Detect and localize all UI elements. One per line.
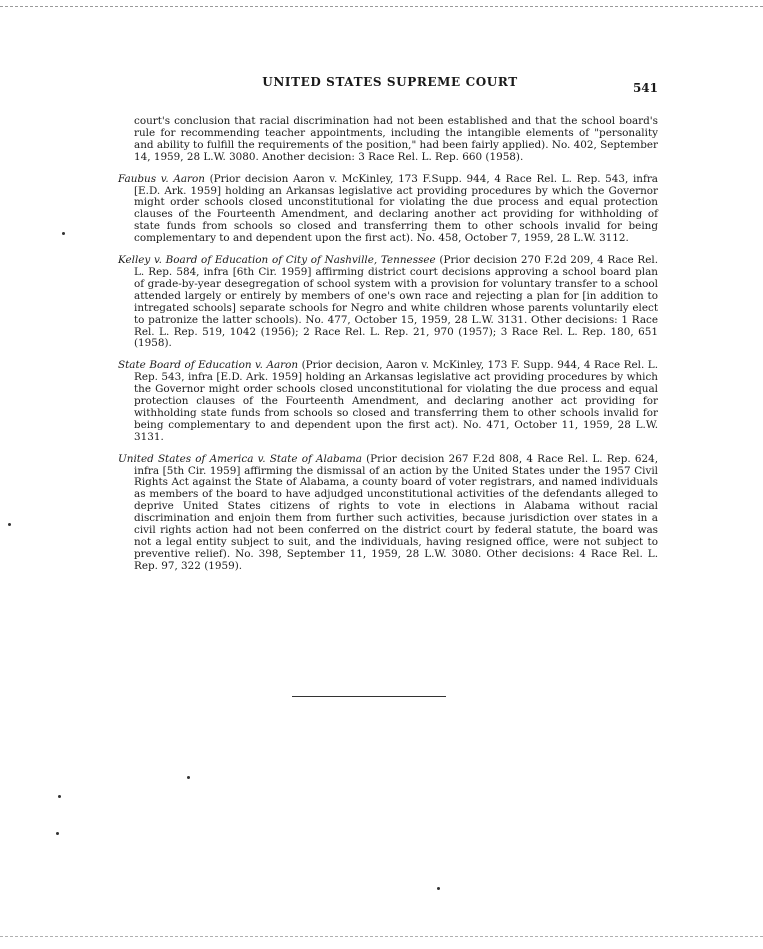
page-header	[120, 75, 660, 95]
scan-speck	[62, 232, 65, 235]
scan-top-edge	[0, 6, 763, 7]
scan-speck	[8, 523, 11, 526]
case-name: Faubus v. Aaron	[118, 172, 205, 185]
continued-paragraph	[118, 116, 658, 164]
page-body	[118, 116, 658, 583]
scan-speck	[437, 887, 440, 890]
case-description: (Prior decision, Aaron v. McKinley, 173 F. Supp. 944, 4 Race Rel. L. Rep. 543, infra [E.D. Ark. 1959] holding an Arkansas legislative act providing procedures by which the Governor might order schools closed unconstitutional for violating the due process and equal protection clauses of the Fourteenth Amendment, and declaring another act providing for withholding state funds from schools so closed and transferring them to other schools invalid for being complementary to and dependent upon the first act). No. 471, October 11, 1959, 28 L.W. 3131.	[134, 359, 658, 443]
section-divider	[292, 696, 446, 697]
case-entry-state-board	[118, 360, 658, 443]
case-name: Kelley v. Board of Education of City of Nashville, Tennessee	[118, 254, 436, 267]
running-head: UNITED STATES SUPREME COURT	[262, 75, 518, 89]
case-entry-faubus	[118, 174, 658, 245]
scan-bottom-edge	[0, 936, 763, 937]
page-number: 541	[632, 81, 658, 95]
scan-speck	[58, 795, 61, 798]
case-entry-kelley	[118, 255, 658, 350]
paragraph-text: court's conclusion that racial discrimination had not been established and that the school board's rule for recommending teacher appointments, including the intangible elements of "personality and ability to fulfill the requirements of the position," had been fairly applied). No. 402, September 14, 1959, 28 L.W. 3080. Another decision: 3 Race Rel. L. Rep. 660 (1958).	[134, 115, 658, 163]
case-name: State Board of Education v. Aaron	[118, 359, 299, 372]
case-description: (Prior decision 270 F.2d 209, 4 Race Rel. L. Rep. 584, infra [6th Cir. 1959] affirming district court decisions approving a school board plan of grade-by-year desegregation of school system with a provision for voluntary transfer to a school attended largely or entirely by members of one's own race and rejecting a plan for [in addition to intregated schools] separate schools for Negro and white children whose parents voluntarily elect to patronize the latter schools). No. 477, October 15, 1959, 28 L.W. 3131. Other decisions: 1 Race Rel. L. Rep. 519, 1042 (1956); 2 Race Rel. L. Rep. 21, 970 (1957); 3 Race Rel. L. Rep. 180, 651 (1958).	[134, 254, 658, 350]
case-description: (Prior decision Aaron v. McKinley, 173 F.Supp. 944, 4 Race Rel. L. Rep. 543, infra [E.D. Ark. 1959] holding an Arkansas legislative act providing procedures by which the Governor might order schools closed unconstitutional for violating the due process and equal protection clauses of the Fourteenth Amendment, and declaring another act providing for withholding of state funds from schools so closed and transferring them to other schools invalid for being complementary to and dependent upon the first act). No. 458, October 7, 1959, 28 L.W. 3112.	[134, 172, 659, 245]
case-name: United States of America v. State of Alabama	[118, 452, 362, 465]
scan-speck	[56, 832, 59, 835]
case-entry-united-states	[118, 454, 658, 573]
case-description: (Prior decision 267 F.2d 808, 4 Race Rel. L. Rep. 624, infra [5th Cir. 1959] affirming the dismissal of an action by the United States under the 1957 Civil Rights Act against the State of Alabama, a county board of voter registrars, and named individuals as members of the board to have adjudged unconstitutional activities of the defendants alleged to deprive United States citizens of rights to vote in elections in Alabama without racial discrimination and enjoin them from further such activities, because jurisdiction over states in a civil rights action had not been conferred on the district court by federal statute, the board was not a legal entity subject to suit, and the individuals, having resigned office, were not subject to preventive relief). No. 398, September 11, 1959, 28 L.W. 3080. Other decisions: 4 Race Rel. L. Rep. 97, 322 (1959).	[134, 452, 658, 572]
scan-speck	[187, 776, 190, 779]
